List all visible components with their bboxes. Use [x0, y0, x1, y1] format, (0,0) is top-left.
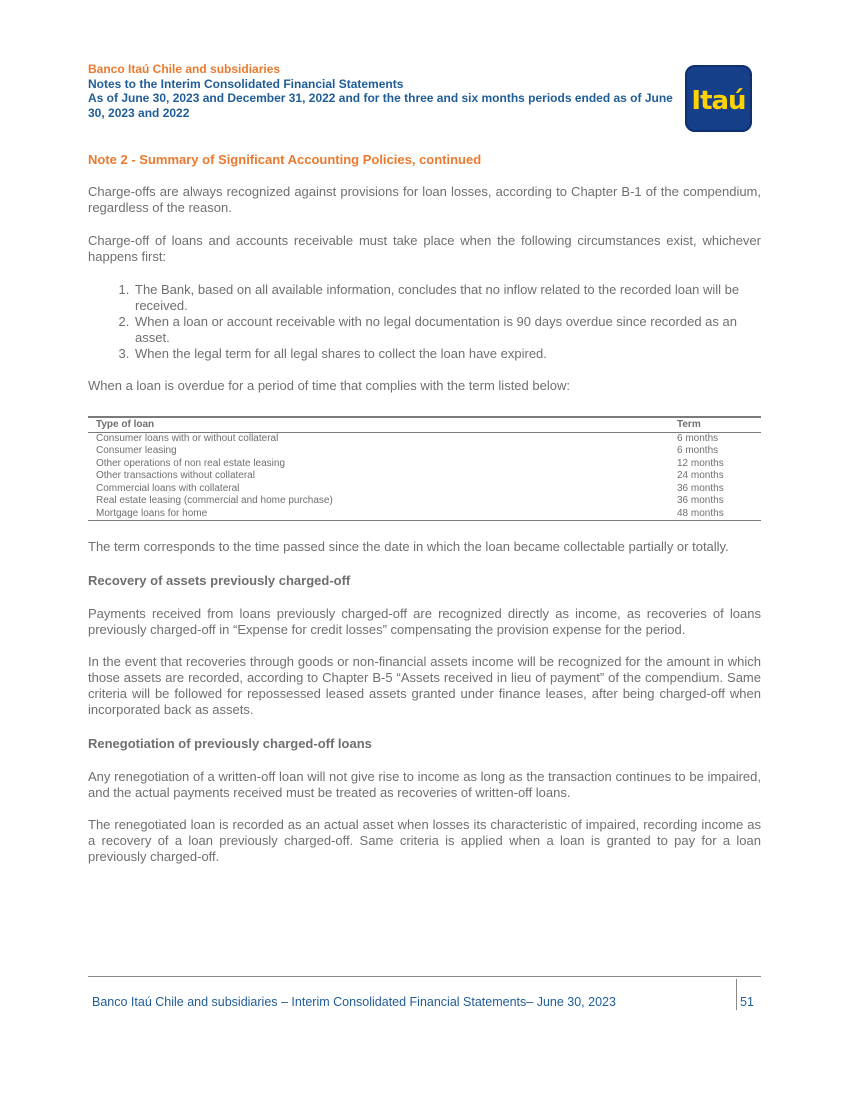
list-item: 1. The Bank, based on all available information, concludes that no inflow related to the recorded loan will be received.: [133, 282, 761, 314]
note-title: Note 2 - Summary of Significant Accounting Policies, continued: [88, 152, 482, 167]
cell-loan-type: Real estate leasing (commercial and home purchase): [96, 495, 333, 506]
table-row: [88, 470, 761, 483]
cell-loan-type: Commercial loans with collateral: [96, 482, 240, 494]
paragraph-renegotiated-loan: The renegotiated loan is recorded as an actual asset when losses its characteristic of impaired, recording income as a recovery of a loan previously charged-off. Same criteria is applied when a loan is granted to pay for a loan previously charged-off.: [88, 817, 761, 864]
itau-logo: [685, 65, 752, 132]
cell-term: 12 months: [677, 457, 724, 469]
page-header: [88, 62, 761, 137]
cell-loan-type: Mortgage loans for home: [96, 507, 208, 519]
table-row: [88, 445, 761, 458]
cell-loan-type: Consumer loans with or without collateral: [96, 432, 279, 444]
cell-term: 36 months: [677, 495, 724, 506]
subheading-renegotiation: Renegotiation of previously charged-off loans: [88, 736, 372, 751]
page-footer: [88, 976, 761, 1012]
cell-term: 36 months: [677, 482, 724, 494]
paragraph-chargeoffs-provisions: Charge-offs are always recognized against provisions for loan losses, according to Chapter B-1 of the compendium, regardless of the reason.: [88, 184, 761, 215]
cell-term: 6 months: [677, 432, 719, 444]
paragraph-recovery-payments: Payments received from loans previously charged-off are recognized directly as income, as recoveries of loans previously charged-off in “Expense for credit losses” compensating the provision expense for the period.: [88, 606, 761, 637]
logo-text: Itaú: [691, 85, 746, 116]
cell-term: 6 months: [677, 445, 719, 456]
footer-text: Banco Itaú Chile and subsidiaries – Interim Consolidated Financial Statements– June 30, 2023: [92, 995, 616, 1009]
cell-term: 24 months: [677, 470, 724, 481]
list-item: 3. When the legal term for all legal shares to collect the loan have expired.: [133, 346, 761, 362]
cell-loan-type: Other transactions without collateral: [96, 470, 255, 481]
paragraph-recovery-assets: In the event that recoveries through goods or non-financial assets income will be recognized for the amount in which those assets are recorded, according to Chapter B-5 “Assets received in lieu of payment” of the compendium. Same criteria will be followed for repossessed leased assets granted under finance leases, after being charged-off when incorporated back as assets.: [88, 654, 761, 717]
paragraph-renegotiation-income: Any renegotiation of a written-off loan will not give rise to income as long as the transaction continues to be impaired, and the actual payments received must be treated as recoveries of written-off loans.: [88, 769, 761, 800]
header-title: Notes to the Interim Consolidated Financial Statements: [88, 76, 404, 91]
paragraph-overdue-intro: When a loan is overdue for a period of time that complies with the term listed below:: [88, 378, 570, 393]
page-number: 51: [740, 995, 754, 1009]
loan-term-table: [88, 416, 761, 521]
column-header-term: Term: [677, 417, 761, 432]
table-row: [88, 483, 761, 496]
column-header-type: Type of loan: [88, 417, 677, 432]
circumstances-list: [88, 282, 761, 362]
footer-divider: [736, 979, 737, 1010]
table-row: [88, 458, 761, 471]
table-header-row: [88, 417, 761, 432]
header-text-block: [88, 62, 678, 120]
cell-loan-type: Consumer leasing: [96, 445, 177, 456]
paragraph-term-definition: The term corresponds to the time passed since the date in which the loan became collectable partially or totally.: [88, 539, 729, 554]
header-company: Banco Itaú Chile and subsidiaries: [88, 62, 281, 76]
paragraph-chargeoff-circumstances: Charge-off of loans and accounts receivable must take place when the following circumstances exist, whichever happens first:: [88, 233, 761, 264]
header-period: As of June 30, 2023 and December 31, 2022 and for the three and six months periods ended as of June 30, 2023 and 2022: [88, 91, 673, 120]
cell-term: 48 months: [677, 507, 724, 519]
table-row: [88, 432, 761, 445]
table-row: [88, 508, 761, 521]
subheading-recovery: Recovery of assets previously charged-off: [88, 573, 351, 588]
table-row: [88, 495, 761, 508]
cell-loan-type: Other operations of non real estate leasing: [96, 457, 286, 469]
document-page: [88, 62, 761, 865]
list-item: 2. When a loan or account receivable with no legal documentation is 90 days overdue since recorded as an asset.: [133, 314, 761, 346]
